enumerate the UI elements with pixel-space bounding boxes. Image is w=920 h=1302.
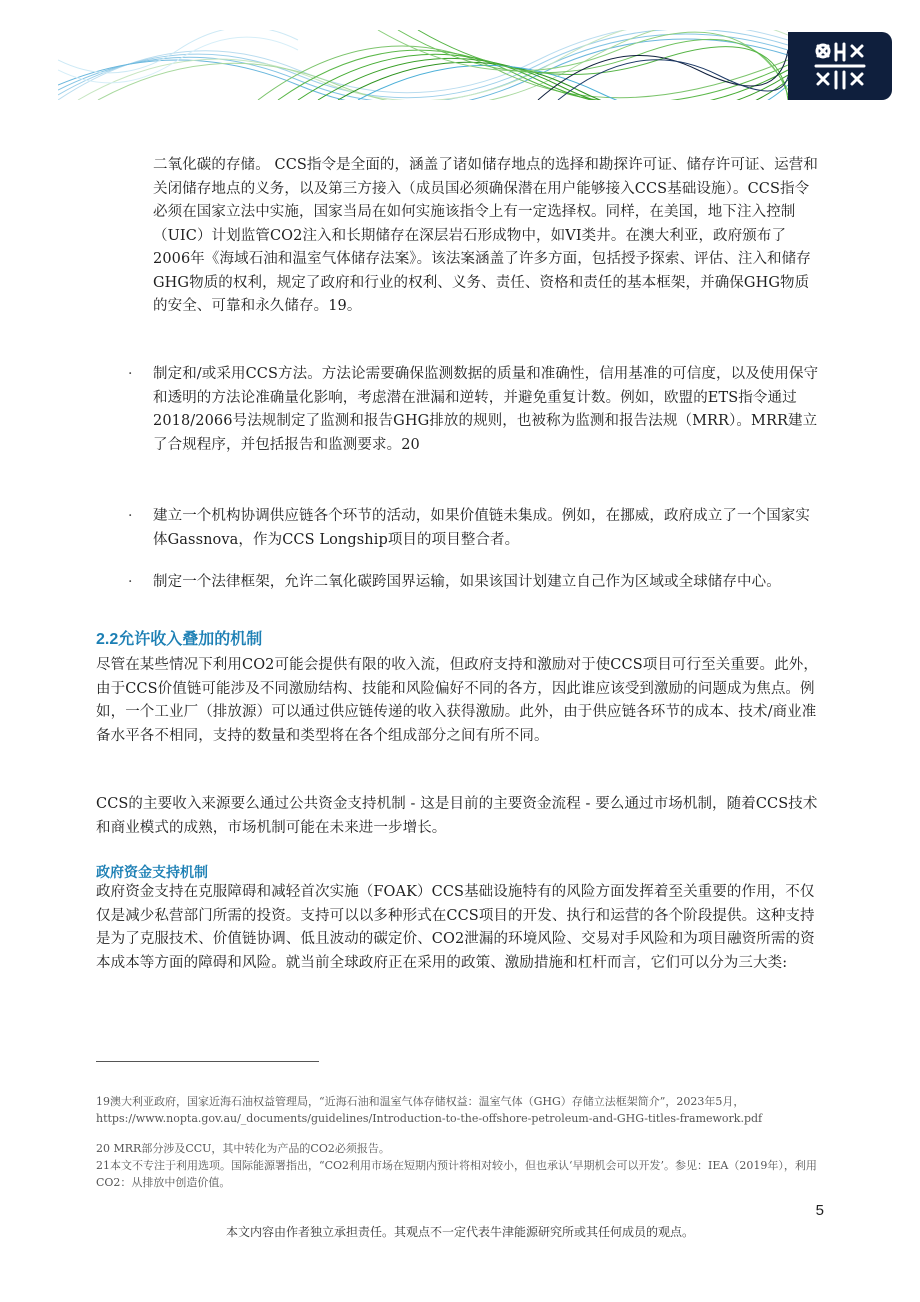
footnote-20: 20 MRR部分涉及CCU，其中转化为产品的CO2必须报告。 xyxy=(96,1142,390,1155)
bullet-marker: · xyxy=(128,366,133,382)
bullet-item-legal-framework: 制定一个法律框架，允许二氧化碳跨国界运输，如果该国计划建立自己作为区域或全球储存中心。 xyxy=(153,574,781,590)
footnote-21: 21本文不专注于利用选项。国际能源署指出，“CO2利用市场在短期内预计将相对较小，但也承认‘早期机会可以开发’。参见：IEA（2019年），利用CO2：从排放中创造价值。 xyxy=(96,1159,817,1189)
intro-paragraph: 二氧化碳的存储。 CCS指令是全面的，涵盖了诸如储存地点的选择和勘探许可证、储存许可证、运营和关闭储存地点的义务，以及第三方接入（成员国必须确保潜在用户能够接入CCS基础设施）。CCS指令必须在国家立法中实施，国家当局在如何实施该指令上有一定选择权。同样，在美国，地下注入控制（UIC）计划监管CO2注入和长期储存在深层岩石形成物中，如VI类井。在澳大利亚，政府颁布了2006年《海域石油和温室气体储存法案》。该法案涵盖了许多方面，包括授予探索、评估、注入和储存GHG物质的权利，规定了政府和行业的权利、义务、责任、资格和责任的基本框架，并确保GHG物质的安全、可靠和永久储存。19。 xyxy=(153,157,818,314)
bullet-marker: · xyxy=(128,508,133,524)
section-paragraph-1: 尽管在某些情况下利用CO2可能会提供有限的收入流，但政府支持和激励对于使CCS项目可行至关重要。此外，由于CCS价值链可能涉及不同激励结构、技能和风险偏好不同的各方，因此谁应该受到激励的问题成为焦点。例如，一个工业厂（排放源）可以通过供应链传递的收入获得激励。此外，由于供应链各环节的成本、技术/商业准备水平各不相同，支持的数量和类型将在各个组成部分之间有所不同。 xyxy=(96,657,818,744)
bullet-item-coordinating-agency: 建立一个机构协调供应链各个环节的活动，如果价值链未集成。例如，在挪威，政府成立了一个国家实体Gassnova，作为CCS Longship项目的项目整合者。 xyxy=(153,508,810,548)
disclaimer-footer: 本文内容由作者独立承担责任。其观点不一定代表牛津能源研究所或其任何成员的观点。 xyxy=(225,1225,694,1239)
footnote-19: 19澳大利亚政府，国家近海石油权益管理局，“近海石油和温室气体存储权益：温室气体（GHG）存储立法框架简介”，2023年5月，https://www.nopta.gov.au/_documents/guidelines/Introduction-to-the-offshore-petroleum-and-GHG-titles-framework.pdf xyxy=(96,1095,763,1125)
header-wave-banner xyxy=(58,30,788,100)
subsection-heading: 政府资金支持机制 xyxy=(96,864,208,880)
section-heading: 2.2允许收入叠加的机制 xyxy=(96,631,263,648)
oxford-institute-logo-icon xyxy=(812,40,868,92)
bullet-marker: · xyxy=(128,574,133,590)
bullet-item-ccs-methods: 制定和/或采用CCS方法。方法论需要确保监测数据的质量和准确性，信用基准的可信度，以及使用保守和透明的方法论准确量化影响，考虑潜在泄漏和逆转，并避免重复计数。例如，欧盟的ETS指令通过2018/2066号法规制定了监测和报告GHG排放的规则，也被称为监测和报告法规（MRR）。MRR建立了合规程序，并包括报告和监测要求。20 xyxy=(153,366,819,453)
logo xyxy=(788,32,892,100)
section-paragraph-2: CCS的主要收入来源要么通过公共资金支持机制 - 这是目前的主要资金流程 - 要么通过市场机制，随着CCS技术和商业模式的成熟，市场机制可能在未来进一步增长。 xyxy=(96,796,818,836)
page-number: 5 xyxy=(815,1202,824,1219)
footnote-divider xyxy=(96,1061,319,1062)
subsection-paragraph: 政府资金支持在克服障碍和减轻首次实施（FOAK）CCS基础设施特有的风险方面发挥着至关重要的作用，不仅仅是减少私营部门所需的投资。支持可以以多种形式在CCS项目的开发、执行和运营的各个阶段提供。这种支持是为了克服技术、价值链协调、低且波动的碳定价、CO2泄漏的环境风险、交易对手风险和为项目融资所需的资本成本等方面的障碍和风险。就当前全球政府正在采用的政策、激励措施和杠杆而言，它们可以分为三大类: xyxy=(96,884,815,971)
